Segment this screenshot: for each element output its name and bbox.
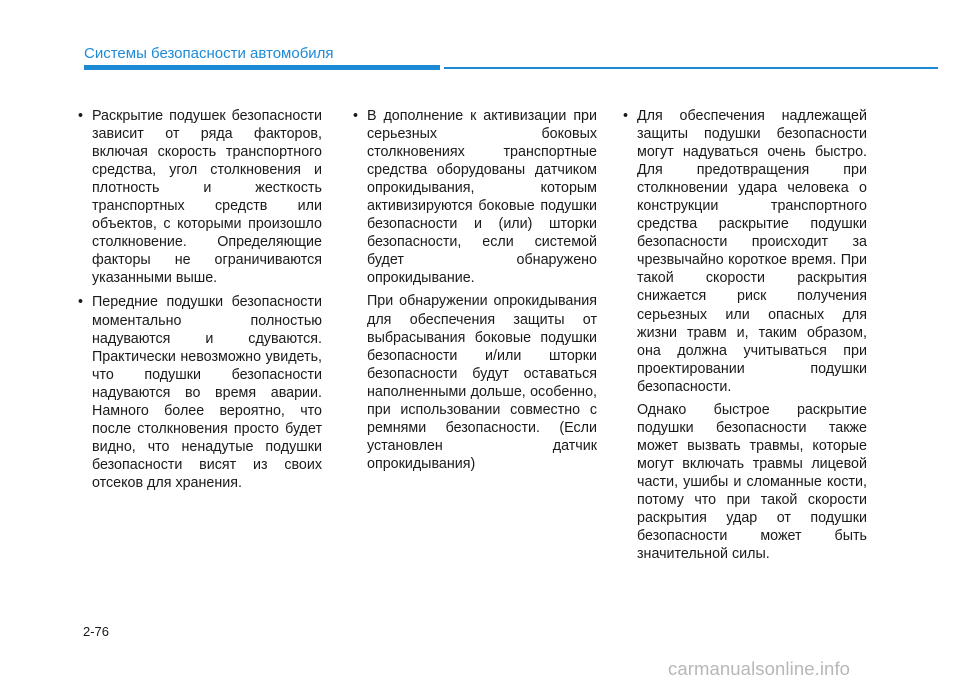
paragraph: Раскрытие подушек безопасности зависит от ряда факторов, включая скорость транспортного средства, угол столкновения и плотность и жесткость транспортных средств или объектов, с которыми произошло столкновение. Определяющие факторы не ограничиваются указанными выше. xyxy=(92,108,322,287)
bullet-item xyxy=(78,293,322,492)
watermark: carmanualsonline.info xyxy=(668,658,851,679)
text-column-3 xyxy=(623,107,867,569)
text-column-2 xyxy=(353,107,597,479)
header-rule-thin xyxy=(444,67,938,69)
bullet-item xyxy=(353,107,597,473)
paragraph: Однако быстрое раскрытие подушки безопасности также может вызвать травмы, которые могут включать травмы лицевой части, ушибы и сломанные кости, потому что при такой скорости раскрытия удар от подушки безопасности может быть значительной силы. xyxy=(637,401,867,563)
bullet-icon: • xyxy=(78,294,84,311)
section-title: Системы безопасности автомобиля xyxy=(84,45,334,62)
paragraph: Для обеспечения надлежащей защиты подушки безопасности могут надуваться очень быстро. Для предотвращения при столкновении удара человека о конструкции транспортного средства раскрытие подушки безопасности происходит за чрезвычайно короткое время. При такой скорости раскрытия снижается риск получения серьезных или опасных для жизни травм и, таким образом, она должна учитываться при проектировании подушки безопасности. xyxy=(637,108,867,395)
paragraph: При обнаружении опрокидывания для обеспечения защиты от выбрасывания боковые подушки безопасности и/или шторки безопасности будут оставаться наполненными дольше, особенно, при использовании совместно с ремнями безопасности. (Если установлен датчик опрокидывания) xyxy=(367,293,597,472)
bullet-icon: • xyxy=(78,108,84,124)
paragraph: Передние подушки безопасности моментально полностью надуваются и сдуваются. Практически невозможно увидеть, что подушки безопасности надуваются во время аварии. Намного более вероятно, что после столкновения просто будет видно, что ненадутые подушки безопасности висят из своих отсеков для хранения. xyxy=(92,294,322,491)
header-rule-thick xyxy=(84,65,440,70)
bullet-icon: • xyxy=(353,108,359,124)
bullet-item xyxy=(623,107,867,563)
text-column-1 xyxy=(78,107,322,498)
bullet-item xyxy=(78,107,322,287)
paragraph: В дополнение к активизации при серьезных боковых столкновениях транспортные средства оборудованы датчиком опрокидывания, которым активизируются боковые подушки безопасности и (или) шторки безопасности, если системой будет обнаружено опрокидывание. xyxy=(367,108,597,287)
bullet-icon: • xyxy=(623,108,629,124)
page-number: 2-76 xyxy=(83,624,110,639)
